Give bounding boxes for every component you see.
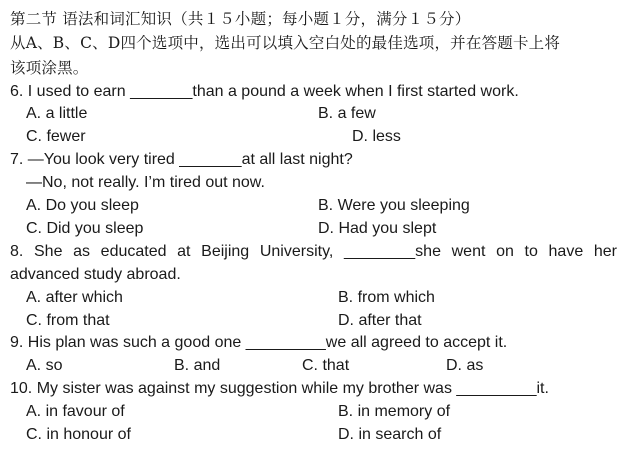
question-10-stem: 10. My sister was against my suggestion while my brother was _________it. (10, 380, 549, 397)
question-9-option-b: B. and (174, 357, 221, 374)
question-8-option-d: D. after that (338, 312, 422, 329)
question-10-option-c: C. in honour of (26, 426, 131, 443)
question-8-option-a: A. after which (26, 289, 123, 306)
question-7-option-a: A. Do you sleep (26, 197, 139, 214)
question-6-stem: 6. I used to earn _______than a pound a week when I first started work. (10, 83, 519, 100)
question-8-stem: 8. She as educated at Beijing University, ________she went on to have her (10, 243, 617, 260)
section-title: 第二节 语法和词汇知识（共１５小题；每小题１分，满分１５分） (10, 10, 471, 28)
question-6-option-c: C. fewer (26, 128, 86, 145)
question-10-option-b: B. in memory of (338, 403, 451, 420)
question-7-option-b: B. Were you sleeping (318, 197, 470, 214)
question-9-option-a: A. so (26, 357, 63, 374)
question-9-option-c: C. that (302, 357, 350, 374)
question-10-option-d: D. in search of (338, 426, 442, 443)
instruction-line-2: 该项涂黑。 (10, 59, 89, 77)
question-8-stem-continued: advanced study abroad. (10, 266, 181, 283)
question-7-reply: —No, not really. I’m tired out now. (26, 174, 265, 191)
question-6-option-d: D. less (352, 128, 401, 145)
question-9-stem: 9. His plan was such a good one _________we all agreed to accept it. (10, 334, 508, 351)
question-8-option-b: B. from which (338, 289, 435, 306)
question-9-option-d: D. as (446, 357, 484, 374)
question-10-option-a: A. in favour of (26, 403, 125, 420)
question-7-stem: 7. —You look very tired _______at all last night? (10, 151, 353, 168)
instruction-line-1: 从A、B、C、D四个选项中，选出可以填入空白处的最佳选项，并在答题卡上将 (10, 34, 561, 52)
question-6-option-a: A. a little (26, 105, 88, 122)
question-7-option-d: D. Had you slept (318, 220, 437, 237)
question-6-option-b: B. a few (318, 105, 376, 122)
question-7-option-c: C. Did you sleep (26, 220, 144, 237)
question-8-option-c: C. from that (26, 312, 110, 329)
